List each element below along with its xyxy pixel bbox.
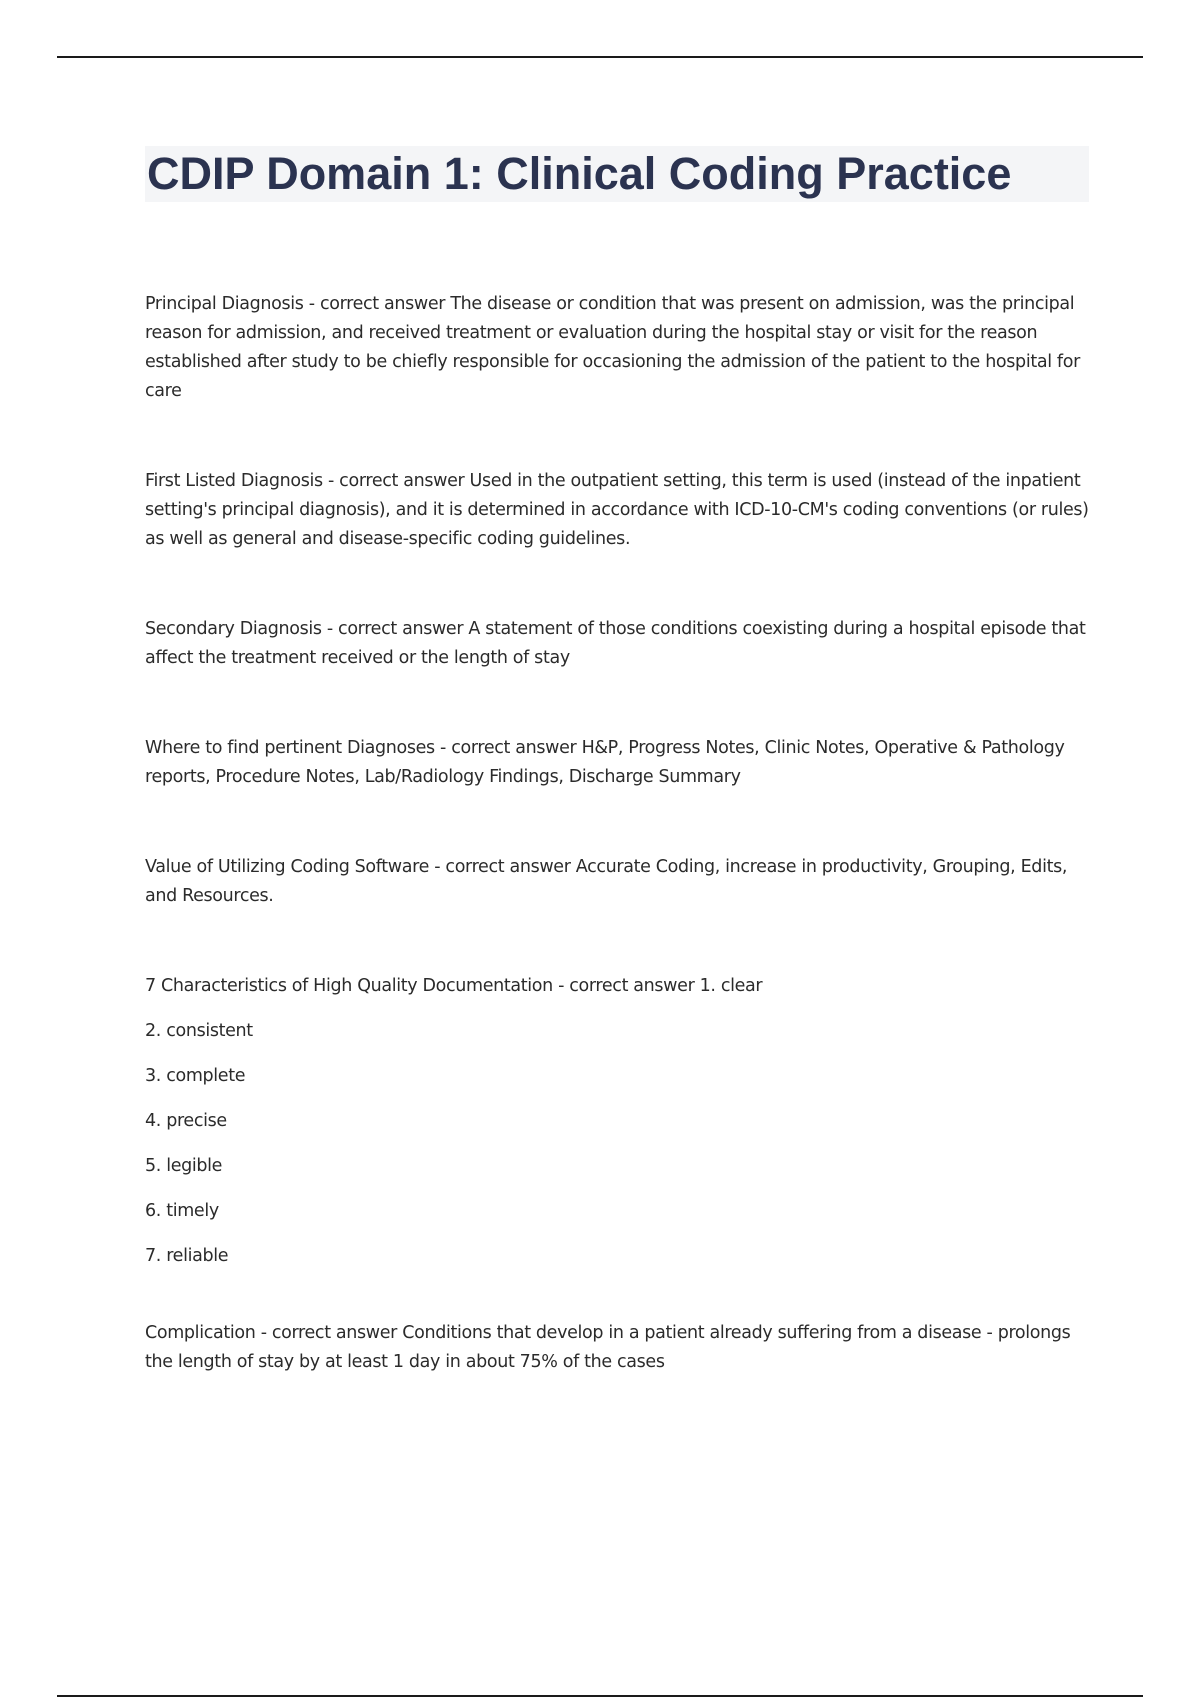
qa-answer: Used in the outpatient setting, this term is used (instead of the inpatient setting's principal diagnosis), and it is determined in accordance with ICD-10-CM's coding conventions (or rules) as well as general and disease-specific coding guidelines. [145, 471, 1089, 549]
qa-entry-complication [145, 1319, 1090, 1377]
qa-entry-first-listed-diagnosis [145, 467, 1090, 554]
qa-term: Where to find pertinent Diagnoses [145, 738, 435, 758]
qa-entry-secondary-diagnosis [145, 615, 1090, 673]
qa-answer: Conditions that develop in a patient already suffering from a disease - prolongs the length of stay by at least 1 day in about 75% of the cases [145, 1323, 1071, 1372]
qa-separator: - correct answer [303, 294, 451, 314]
list-item: 3. complete [145, 1066, 246, 1086]
qa-answer: A statement of those conditions coexisting during a hospital episode that affect the treatment received or the length of stay [145, 619, 1086, 668]
qa-content [145, 290, 1090, 1377]
qa-term: Principal Diagnosis [145, 294, 304, 314]
list-item: 5. legible [145, 1156, 223, 1176]
list-item: 7. reliable [145, 1246, 229, 1266]
characteristics-list [145, 1017, 1090, 1271]
qa-term: Secondary Diagnosis [145, 619, 322, 639]
title-banner [145, 146, 1089, 202]
qa-separator: - correct answer [434, 738, 582, 758]
qa-separator: - correct answer [322, 471, 470, 491]
qa-term: Value of Utilizing Coding Software [145, 857, 430, 877]
list-item: 2. consistent [145, 1021, 253, 1041]
qa-separator: - correct answer [255, 1323, 403, 1343]
qa-term: First Listed Diagnosis [145, 471, 323, 491]
qa-answer: The disease or condition that was present on admission, was the principal reason for admission, and received treatment or evaluation during the hospital stay or visit for the reason established after study to be chiefly responsible for occasioning the admission of the patient to the hospital for care [145, 294, 1080, 401]
qa-entry-pertinent-diagnoses [145, 734, 1090, 792]
qa-term: Complication [145, 1323, 256, 1343]
qa-separator: - correct answer [321, 619, 469, 639]
qa-separator: - correct answer [552, 976, 700, 996]
qa-answer: Accurate Coding, increase in productivity, Grouping, Edits, and Resources. [145, 857, 1068, 906]
top-rule [57, 56, 1143, 58]
qa-entry-coding-software [145, 853, 1090, 911]
bottom-rule [57, 1695, 1143, 1697]
qa-separator: - correct answer [429, 857, 576, 877]
page-title: CDIP Domain 1: Clinical Coding Practice [147, 148, 1012, 199]
qa-answer: H&P, Progress Notes, Clinic Notes, Operative & Pathology reports, Procedure Notes, Lab/Radiology Findings, Discharge Summary [145, 738, 1065, 787]
list-item: 6. timely [145, 1201, 219, 1221]
list-item: 4. precise [145, 1111, 227, 1131]
qa-entry-principal-diagnosis [145, 290, 1090, 406]
qa-entry-documentation-characteristics [145, 972, 1090, 1001]
qa-answer: 1. clear [699, 976, 763, 996]
qa-term: 7 Characteristics of High Quality Documentation [145, 976, 553, 996]
